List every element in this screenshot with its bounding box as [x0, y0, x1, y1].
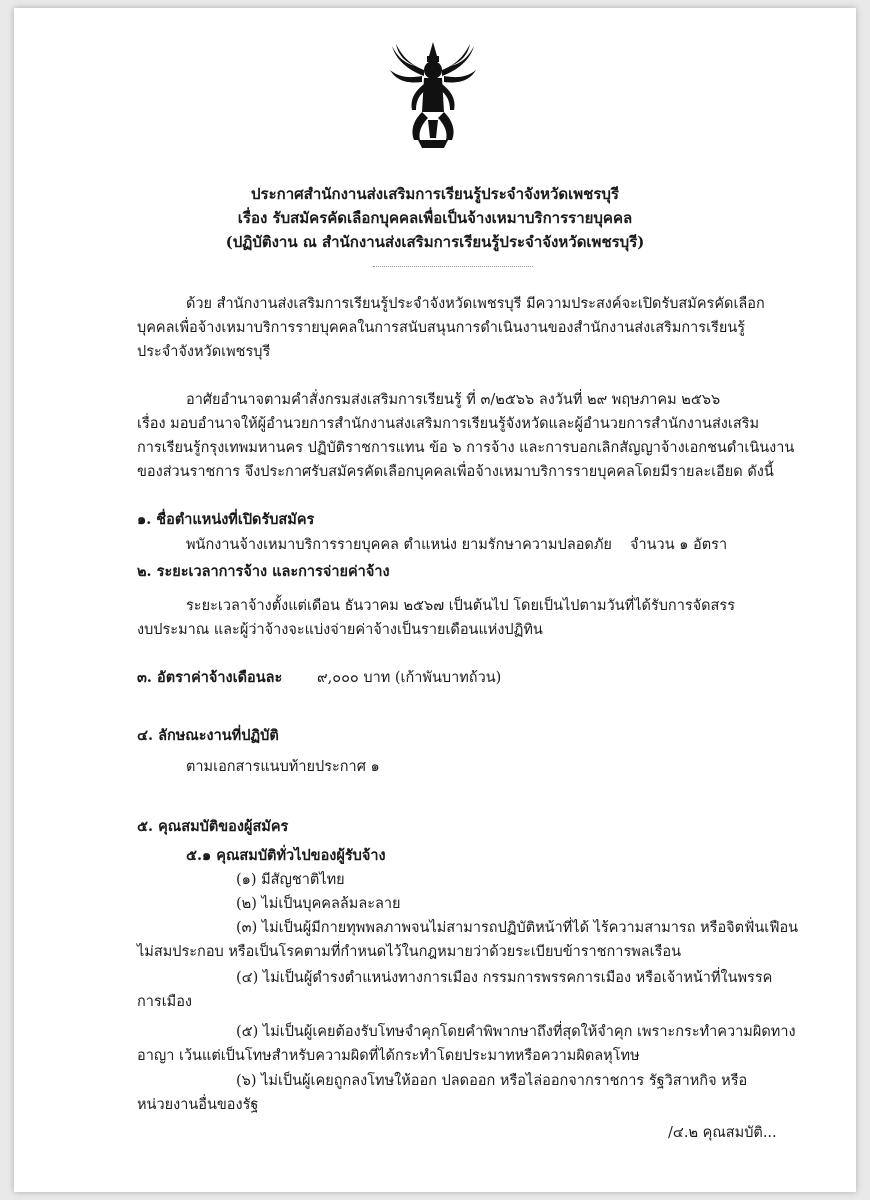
qualification-6-line-1: (๖) ไม่เป็นผู้เคยถูกลงโทษให้ออก ปลดออก หรือไล่ออกจากราชการ รัฐวิสาหกิจ หรือ — [236, 1073, 748, 1089]
intro-paragraph-1-line-3: ประจำจังหวัดเพชรบุรี — [137, 344, 271, 360]
intro-paragraph-1-line-1: ด้วย สำนักงานส่งเสริมการเรียนรู้ประจำจังหวัดเพชรบุรี มีความประสงค์จะเปิดรับสมัครคัดเลือก — [186, 296, 765, 312]
qualification-4-line-2: การเมือง — [137, 994, 193, 1010]
announcement-title: ประกาศสำนักงานส่งเสริมการเรียนรู้ประจำจังหวัดเพชรบุรี — [251, 185, 619, 203]
position-count: จำนวน ๑ อัตรา — [630, 537, 728, 553]
employment-period-line-2: งบประมาณ และผู้ว่าจ้างจะแบ่งจ่ายค่าจ้างเป็นรายเดือนแห่งปฏิทิน — [137, 622, 543, 638]
qualification-1: (๑) มีสัญชาติไทย — [236, 872, 345, 888]
intro-paragraph-2-line-3: การเรียนรู้กรุงเทพมหานคร ปฏิบัติราชการแทน ข้อ ๖ การจ้าง และการบอกเลิกสัญญาจ้างเอกชนดำเนินงาน — [137, 440, 795, 456]
qualification-5-line-1: (๕) ไม่เป็นผู้เคยต้องรับโทษจำคุกโดยคำพิพากษาถึงที่สุดให้จำคุก เพราะกระทำความผิดทาง — [236, 1024, 796, 1040]
employment-period-line-1: ระยะเวลาจ้างตั้งแต่เดือน ธันวาคม ๒๕๖๗ เป็นต้นไป โดยเป็นไปตามวันที่ได้รับการจัดสรร — [186, 598, 735, 614]
monthly-wage: ๙,๐๐๐ บาท (เก้าพันบาทถ้วน) — [317, 670, 502, 686]
intro-paragraph-1-line-2: บุคคลเพื่อจ้างเหมาบริการรายบุคคลในการสนับสนุนการดำเนินงานของสำนักงานส่งเสริมการเรียนรู้ — [137, 320, 746, 336]
section-4-heading: ๔. ลักษณะงานที่ปฏิบัติ — [137, 727, 279, 744]
garuda-emblem-icon — [388, 40, 478, 150]
continuation-note: /๔.๒ คุณสมบัติ... — [668, 1125, 777, 1141]
job-description-reference: ตามเอกสารแนบท้ายประกาศ ๑ — [186, 759, 380, 775]
section-1-heading: ๑. ชื่อตำแหน่งที่เปิดรับสมัคร — [137, 511, 315, 528]
intro-paragraph-2-line-1: อาศัยอำนาจตามคำสั่งกรมส่งเสริมการเรียนรู้ ที่ ๓/๒๕๖๖ ลงวันที่ ๒๙ พฤษภาคม ๒๕๖๖ — [186, 392, 721, 408]
section-5-1-heading: ๕.๑ คุณสมบัติทั่วไปของผู้รับจ้าง — [186, 847, 386, 864]
position-name: พนักงานจ้างเหมาบริการรายบุคคล ตำแหน่ง ยามรักษาความปลอดภัย — [186, 537, 612, 553]
announcement-workplace: (ปฏิบัติงาน ณ สำนักงานส่งเสริมการเรียนรู้ประจำจังหวัดเพชรบุรี) — [225, 233, 645, 251]
section-5-heading: ๕. คุณสมบัติของผู้สมัคร — [137, 818, 289, 835]
section-3-heading: ๓. อัตราค่าจ้างเดือนละ — [137, 669, 283, 686]
qualification-3-line-1: (๓) ไม่เป็นผู้มีกายทุพพลภาพจนไม่สามารถปฏิบัติหน้าที่ได้ ไร้ความสามารถ หรือจิตฟั่นเฟือน — [236, 920, 799, 936]
announcement-subject: เรื่อง รับสมัครคัดเลือกบุคคลเพื่อเป็นจ้างเหมาบริการรายบุคคล — [237, 209, 633, 227]
qualification-4-line-1: (๔) ไม่เป็นผู้ดำรงตำแหน่งทางการเมือง กรรมการพรรคการเมือง หรือเจ้าหน้าที่ในพรรค — [236, 970, 773, 986]
qualification-2: (๒) ไม่เป็นบุคคลล้มละลาย — [236, 896, 401, 912]
qualification-6-line-2: หน่วยงานอื่นของรัฐ — [137, 1097, 259, 1113]
title-separator — [373, 266, 533, 267]
intro-paragraph-2-line-2: เรื่อง มอบอำนาจให้ผู้อำนวยการสำนักงานส่งเสริมการเรียนรู้จังหวัดและผู้อำนวยการสำนักงานส่งเสริม — [137, 416, 760, 432]
qualification-5-line-2: อาญา เว้นแต่เป็นโทษสำหรับความผิดที่ได้กระทำโดยประมาทหรือความผิดลหุโทษ — [137, 1048, 640, 1064]
qualification-3-line-2: ไม่สมประกอบ หรือเป็นโรคตามที่กำหนดไว้ในกฎหมายว่าด้วยระเบียบข้าราชการพลเรือน — [137, 944, 682, 960]
section-2-heading: ๒. ระยะเวลาการจ้าง และการจ่ายค่าจ้าง — [137, 563, 390, 580]
intro-paragraph-2-line-4: ของส่วนราชการ จึงประกาศรับสมัครคัดเลือกบุคคลเพื่อจ้างเหมาบริการรายบุคคลโดยมีรายละเอียด ดังนี้ — [137, 464, 774, 480]
